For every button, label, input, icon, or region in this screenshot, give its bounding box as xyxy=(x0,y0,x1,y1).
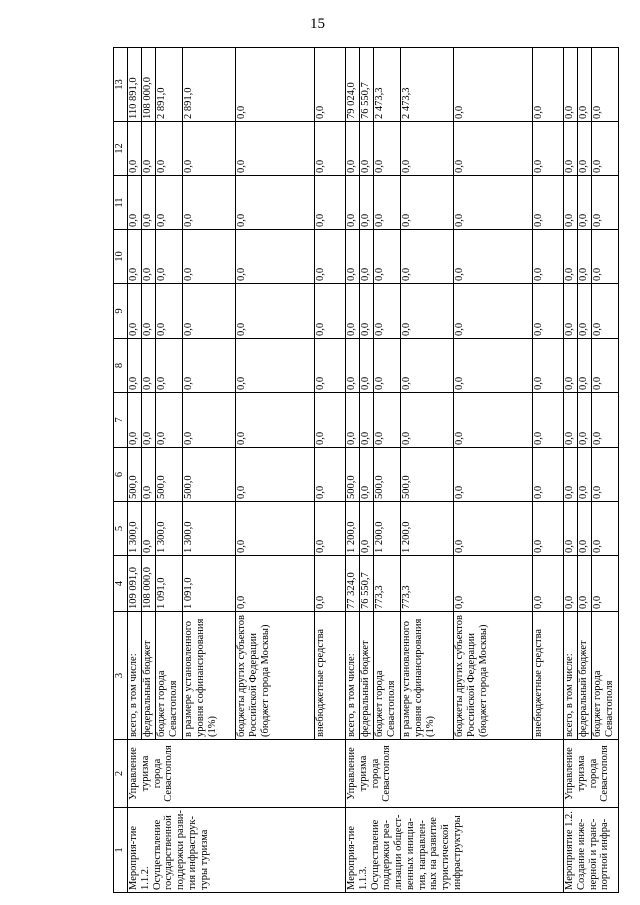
value-cell: 0,0 xyxy=(128,122,142,176)
value-cell: 76 550,7 xyxy=(360,556,374,612)
value-cell: 0,0 xyxy=(533,448,564,502)
page-number: 15 xyxy=(310,16,325,32)
value-cell: 0,0 xyxy=(156,230,183,284)
funding-source: всего, в том числе: xyxy=(128,612,142,740)
value-cell: 0,0 xyxy=(360,122,374,176)
value-cell: 2 473,3 xyxy=(374,48,401,122)
value-cell: 773,3 xyxy=(401,556,454,612)
value-cell: 0,0 xyxy=(564,556,578,612)
value-cell: 500,0 xyxy=(346,448,360,502)
rotated-table-wrapper xyxy=(113,48,615,893)
value-cell: 0,0 xyxy=(533,502,564,556)
value-cell: 0,0 xyxy=(346,339,360,393)
value-cell: 0,0 xyxy=(156,176,183,230)
budget-table xyxy=(113,47,619,893)
value-cell: 0,0 xyxy=(578,339,592,393)
executor-cell: Управление туризма города Севастополя xyxy=(564,740,619,808)
value-cell: 2 473,3 xyxy=(401,48,454,122)
value-cell: 0,0 xyxy=(578,502,592,556)
funding-source: федеральный бюджет xyxy=(142,612,156,740)
value-cell: 0,0 xyxy=(401,284,454,339)
value-cell: 0,0 xyxy=(156,284,183,339)
value-cell: 0,0 xyxy=(454,448,533,502)
col-header: 6 xyxy=(114,448,128,502)
value-cell: 0,0 xyxy=(360,448,374,502)
value-cell: 0,0 xyxy=(236,448,315,502)
value-cell: 0,0 xyxy=(564,230,578,284)
value-cell: 0,0 xyxy=(315,284,346,339)
value-cell: 110 891,0 xyxy=(128,48,142,122)
col-header: 9 xyxy=(114,284,128,339)
value-cell: 500,0 xyxy=(401,448,454,502)
col-header: 5 xyxy=(114,502,128,556)
funding-source: федеральный бюджет xyxy=(360,612,374,740)
col-header: 4 xyxy=(114,556,128,612)
funding-source: в размере установленного уровня софинансирования (1%) xyxy=(183,612,236,740)
value-cell: 500,0 xyxy=(156,448,183,502)
value-cell: 0,0 xyxy=(401,176,454,230)
value-cell: 0,0 xyxy=(360,339,374,393)
value-cell: 0,0 xyxy=(592,448,619,502)
value-cell: 1 200,0 xyxy=(374,502,401,556)
value-cell: 0,0 xyxy=(454,230,533,284)
value-cell: 0,0 xyxy=(236,176,315,230)
value-cell: 0,0 xyxy=(592,176,619,230)
value-cell: 0,0 xyxy=(346,176,360,230)
value-cell: 79 024,0 xyxy=(346,48,360,122)
col-header: 10 xyxy=(114,230,128,284)
value-cell: 0,0 xyxy=(454,556,533,612)
value-cell: 0,0 xyxy=(315,48,346,122)
col-header: 13 xyxy=(114,48,128,122)
value-cell: 0,0 xyxy=(183,284,236,339)
value-cell: 0,0 xyxy=(346,393,360,448)
funding-source: внебюджетные средства xyxy=(533,612,564,740)
funding-source: всего, в том числе: xyxy=(564,612,578,740)
value-cell: 0,0 xyxy=(592,393,619,448)
value-cell: 0,0 xyxy=(183,176,236,230)
value-cell: 0,0 xyxy=(236,339,315,393)
value-cell: 0,0 xyxy=(183,339,236,393)
value-cell: 0,0 xyxy=(374,393,401,448)
funding-source: бюджеты других субъектов Российской Федерации (бюджет города Москвы) xyxy=(454,612,533,740)
value-cell: 0,0 xyxy=(564,339,578,393)
value-cell: 0,0 xyxy=(374,284,401,339)
value-cell: 0,0 xyxy=(454,284,533,339)
value-cell: 0,0 xyxy=(578,393,592,448)
col-header: 12 xyxy=(114,122,128,176)
value-cell: 0,0 xyxy=(592,122,619,176)
table-row xyxy=(564,48,578,893)
col-header: 2 xyxy=(114,740,128,808)
value-cell: 0,0 xyxy=(315,556,346,612)
value-cell: 77 324,0 xyxy=(346,556,360,612)
value-cell: 0,0 xyxy=(578,48,592,122)
value-cell: 1 091,0 xyxy=(156,556,183,612)
value-cell: 0,0 xyxy=(346,122,360,176)
funding-source: федеральный бюджет xyxy=(578,612,592,740)
value-cell: 0,0 xyxy=(592,230,619,284)
table-body xyxy=(128,48,619,893)
value-cell: 1 300,0 xyxy=(156,502,183,556)
value-cell: 0,0 xyxy=(564,448,578,502)
value-cell: 0,0 xyxy=(533,122,564,176)
value-cell: 0,0 xyxy=(142,393,156,448)
value-cell: 0,0 xyxy=(360,393,374,448)
value-cell: 0,0 xyxy=(533,230,564,284)
value-cell: 0,0 xyxy=(360,284,374,339)
funding-source: бюджет города Севастополя xyxy=(592,612,619,740)
executor-cell: Управление туризма города Севастополя xyxy=(346,740,564,808)
value-cell: 0,0 xyxy=(564,48,578,122)
value-cell: 0,0 xyxy=(533,393,564,448)
funding-source: бюджет города Севастополя xyxy=(374,612,401,740)
value-cell: 0,0 xyxy=(454,122,533,176)
value-cell: 0,0 xyxy=(156,339,183,393)
value-cell: 0,0 xyxy=(346,230,360,284)
value-cell: 76 550,7 xyxy=(360,48,374,122)
value-cell: 0,0 xyxy=(401,122,454,176)
value-cell: 0,0 xyxy=(183,122,236,176)
value-cell: 0,0 xyxy=(533,284,564,339)
value-cell: 0,0 xyxy=(142,122,156,176)
value-cell: 0,0 xyxy=(578,448,592,502)
value-cell: 0,0 xyxy=(142,448,156,502)
value-cell: 0,0 xyxy=(578,122,592,176)
value-cell: 108 000,0 xyxy=(142,556,156,612)
value-cell: 500,0 xyxy=(183,448,236,502)
value-cell: 0,0 xyxy=(236,556,315,612)
value-cell: 0,0 xyxy=(315,448,346,502)
value-cell: 0,0 xyxy=(142,339,156,393)
value-cell: 0,0 xyxy=(236,284,315,339)
value-cell: 0,0 xyxy=(578,556,592,612)
col-header: 7 xyxy=(114,393,128,448)
value-cell: 0,0 xyxy=(315,122,346,176)
value-cell: 1 200,0 xyxy=(346,502,360,556)
value-cell: 1 200,0 xyxy=(401,502,454,556)
col-header: 1 xyxy=(114,808,128,893)
table-row xyxy=(128,48,142,893)
value-cell: 0,0 xyxy=(454,339,533,393)
value-cell: 0,0 xyxy=(454,48,533,122)
value-cell: 0,0 xyxy=(374,339,401,393)
value-cell: 2 891,0 xyxy=(183,48,236,122)
value-cell: 1 300,0 xyxy=(183,502,236,556)
value-cell: 0,0 xyxy=(533,556,564,612)
value-cell: 0,0 xyxy=(315,230,346,284)
value-cell: 0,0 xyxy=(128,176,142,230)
value-cell: 0,0 xyxy=(592,48,619,122)
value-cell: 0,0 xyxy=(578,284,592,339)
value-cell: 773,3 xyxy=(374,556,401,612)
funding-source: бюджеты других субъектов Российской Федерации (бюджет города Москвы) xyxy=(236,612,315,740)
funding-source: в размере установленного уровня софинансирования (1%) xyxy=(401,612,454,740)
value-cell: 0,0 xyxy=(401,230,454,284)
table-row xyxy=(346,48,360,893)
value-cell: 0,0 xyxy=(236,230,315,284)
value-cell: 0,0 xyxy=(533,339,564,393)
value-cell: 0,0 xyxy=(128,230,142,284)
value-cell: 0,0 xyxy=(360,230,374,284)
value-cell: 0,0 xyxy=(564,502,578,556)
value-cell: 0,0 xyxy=(236,393,315,448)
value-cell: 0,0 xyxy=(142,176,156,230)
value-cell: 0,0 xyxy=(315,393,346,448)
value-cell: 0,0 xyxy=(236,502,315,556)
value-cell: 0,0 xyxy=(533,176,564,230)
value-cell: 0,0 xyxy=(128,284,142,339)
value-cell: 0,0 xyxy=(128,393,142,448)
value-cell: 0,0 xyxy=(592,284,619,339)
measure-title: Мероприятие 1.2. Создание инже-нерной и транс-портной инфра- xyxy=(564,808,619,893)
value-cell: 1 300,0 xyxy=(128,502,142,556)
header-row xyxy=(114,48,128,893)
value-cell: 0,0 xyxy=(315,502,346,556)
value-cell: 0,0 xyxy=(401,393,454,448)
value-cell: 0,0 xyxy=(564,176,578,230)
value-cell: 0,0 xyxy=(142,502,156,556)
value-cell: 1 091,0 xyxy=(183,556,236,612)
value-cell: 0,0 xyxy=(374,176,401,230)
value-cell: 0,0 xyxy=(401,339,454,393)
value-cell: 0,0 xyxy=(454,502,533,556)
value-cell: 0,0 xyxy=(346,284,360,339)
value-cell: 0,0 xyxy=(156,393,183,448)
value-cell: 109 091,0 xyxy=(128,556,142,612)
value-cell: 0,0 xyxy=(236,122,315,176)
value-cell: 0,0 xyxy=(374,122,401,176)
value-cell: 0,0 xyxy=(454,176,533,230)
value-cell: 0,0 xyxy=(315,339,346,393)
value-cell: 108 000,0 xyxy=(142,48,156,122)
value-cell: 0,0 xyxy=(128,339,142,393)
value-cell: 0,0 xyxy=(564,284,578,339)
value-cell: 0,0 xyxy=(454,393,533,448)
value-cell: 0,0 xyxy=(156,122,183,176)
col-header: 11 xyxy=(114,176,128,230)
value-cell: 0,0 xyxy=(374,230,401,284)
funding-source: всего, в том числе: xyxy=(346,612,360,740)
value-cell: 0,0 xyxy=(183,393,236,448)
value-cell: 0,0 xyxy=(360,502,374,556)
measure-title: Мероприя-тие 1.1.2. Осуществление государственной поддержки разви-тия инфраструк-туры туризма xyxy=(128,808,346,893)
value-cell: 500,0 xyxy=(374,448,401,502)
value-cell: 0,0 xyxy=(142,284,156,339)
value-cell: 0,0 xyxy=(578,176,592,230)
funding-source: внебюджетные средства xyxy=(315,612,346,740)
value-cell: 0,0 xyxy=(592,502,619,556)
value-cell: 0,0 xyxy=(592,339,619,393)
measure-title: Мероприя-тие 1.1.3. Осуществление поддержки реа-лизации общест-венных инициа-тив, направлен-ных на развитие туристической инфраструктуры xyxy=(346,808,564,893)
value-cell: 0,0 xyxy=(564,122,578,176)
value-cell: 0,0 xyxy=(533,48,564,122)
col-header: 8 xyxy=(114,339,128,393)
value-cell: 0,0 xyxy=(564,393,578,448)
value-cell: 0,0 xyxy=(142,230,156,284)
value-cell: 0,0 xyxy=(315,176,346,230)
executor-cell: Управление туризма города Севастополя xyxy=(128,740,346,808)
value-cell: 0,0 xyxy=(578,230,592,284)
col-header: 3 xyxy=(114,612,128,740)
value-cell: 0,0 xyxy=(592,556,619,612)
funding-source: бюджет города Севастополя xyxy=(156,612,183,740)
value-cell: 0,0 xyxy=(236,48,315,122)
value-cell: 0,0 xyxy=(183,230,236,284)
value-cell: 0,0 xyxy=(360,176,374,230)
value-cell: 500,0 xyxy=(128,448,142,502)
value-cell: 2 891,0 xyxy=(156,48,183,122)
